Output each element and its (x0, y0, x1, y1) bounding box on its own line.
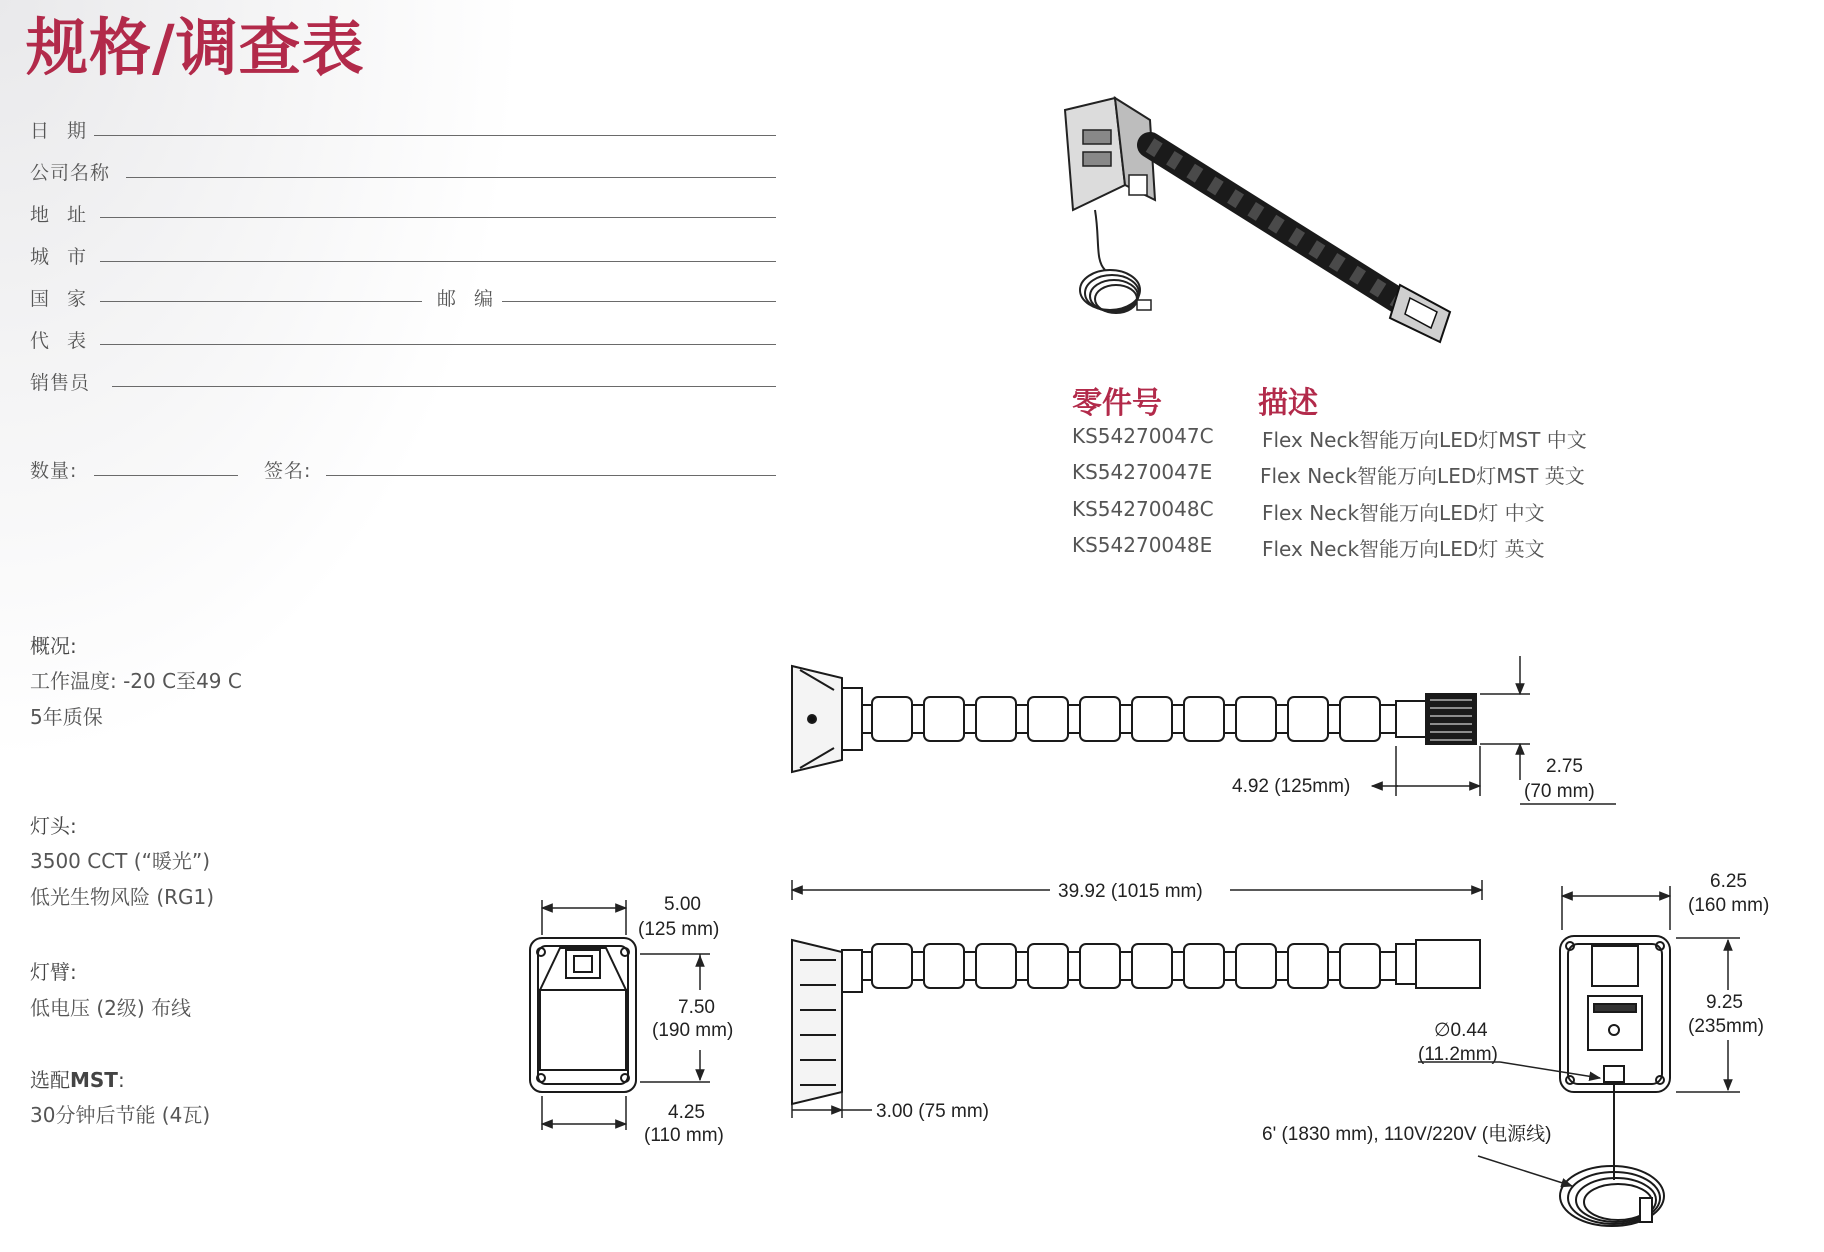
photobiological-risk: 低光生物风险 (RG1) (30, 885, 215, 909)
base-height-dimension: 7.50 (678, 997, 715, 1018)
country-label: 国 家 (30, 288, 93, 310)
part-description: Flex Neck智能万向LED灯MST 英文 (1260, 464, 1585, 488)
head-height-dimension: 2.75 (1546, 756, 1583, 777)
city-label: 城 市 (30, 246, 93, 268)
part-number: KS54270047E (1072, 460, 1213, 484)
zip-label: 邮 编 (437, 288, 500, 310)
part-number: KS54270048E (1072, 533, 1213, 557)
head-height-mm: (70 mm) (1524, 781, 1595, 802)
cord-length-dimension: 6' (1830 mm), 110V/220V (电源线) (1262, 1124, 1552, 1145)
qty-label: 数量: (30, 460, 78, 482)
warranty: 5年质保 (30, 705, 103, 729)
box-height-dimension: 9.25 (1706, 992, 1743, 1013)
side-view-top (792, 666, 1476, 772)
description-header: 描述 (1258, 386, 1318, 421)
base-height-mm: (190 mm) (652, 1020, 734, 1041)
box-height-mm: (235mm) (1688, 1016, 1765, 1037)
sign-label: 签名: (264, 460, 312, 482)
rep-label: 代 表 (30, 330, 93, 352)
junction-box-view (1560, 936, 1670, 1226)
box-width-dimension: 6.25 (1710, 871, 1747, 892)
part-number-header: 零件号 (1072, 386, 1162, 421)
part-description: Flex Neck智能万向LED灯 中文 (1262, 501, 1545, 525)
address-label: 地 址 (30, 204, 93, 226)
mst-heading: 选配MST: (30, 1068, 125, 1092)
part-description: Flex Neck智能万向LED灯MST 中文 (1262, 428, 1587, 452)
cord-diameter-mm: (11.2mm) (1418, 1044, 1498, 1065)
base-hole-mm: (110 mm) (644, 1125, 724, 1146)
base-width-dimension: 5.00 (664, 894, 701, 915)
arm-wiring: 低电压 (2级) 布线 (30, 996, 192, 1020)
overall-length-dimension: 39.92 (1015 mm) (1058, 881, 1203, 902)
base-width-mm: (125 mm) (638, 919, 720, 940)
part-description: Flex Neck智能万向LED灯 英文 (1262, 537, 1545, 561)
part-number: KS54270048C (1072, 497, 1214, 521)
base-plate-view (530, 938, 636, 1092)
page-title: 规格/调查表 (26, 11, 365, 84)
mst-description: 30分钟后节能 (4瓦) (30, 1103, 211, 1127)
color-temperature: 3500 CCT (“暖光”) (30, 849, 211, 873)
operating-temperature: 工作温度: -20 C至49 C (30, 669, 242, 693)
sales-label: 销售员 (30, 372, 91, 394)
box-width-mm: (160 mm) (1688, 895, 1770, 916)
base-hole-dimension: 4.25 (668, 1102, 705, 1123)
head-heading: 灯头: (30, 814, 77, 838)
base-depth-dimension: 3.00 (75 mm) (876, 1101, 989, 1122)
overview-heading: 概况: (30, 634, 77, 658)
date-label: 日 期 (30, 120, 93, 142)
part-number: KS54270047C (1072, 424, 1214, 448)
side-view-bottom (792, 940, 1480, 1104)
cord-diameter-dimension: ∅0.44 (1434, 1020, 1488, 1041)
head-length-dimension: 4.92 (125mm) (1232, 776, 1351, 797)
company-label: 公司名称 (30, 162, 111, 184)
arm-heading: 灯臂: (30, 960, 77, 984)
